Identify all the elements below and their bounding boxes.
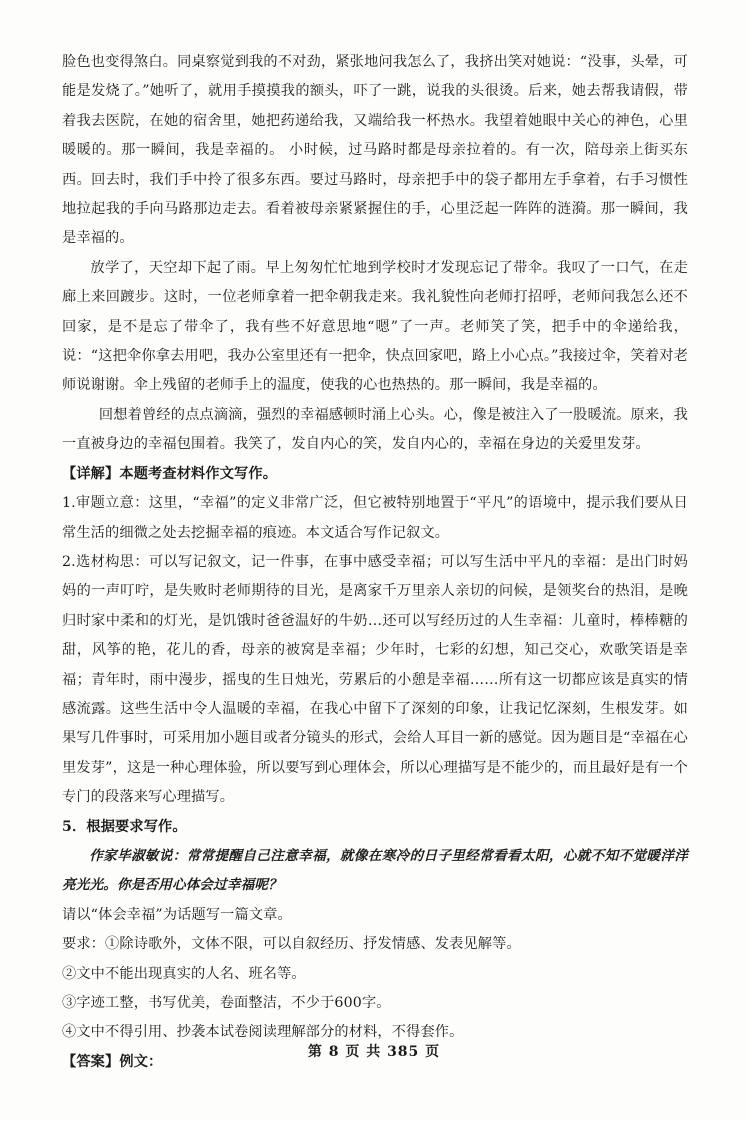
question-5-topic: 请以“体会幸福”为话题写一篇文章。: [62, 906, 292, 923]
requirement-1: 要求：①除诗歌外，文体不限，可以自叙经历、抒发情感、发表见解等。: [62, 936, 521, 953]
essay-paragraph-1: 脸色也变得煞白。同桌察觉到我的不对劲，紧张地问我怎么了，我挤出笑对她说：“没事，头晕，可能是发烧了。”她听了，就用手摸摸我的额头，吓了一跳，说我的头很烫。后来，她去帮我请假，带着我去医院，在她的宿舍里，她把药递给我，又端给我一杯热水。我望着她眼中关心的神色，心里暖暖的。那一瞬间，我是幸福的。 小时候，过马路时都是母亲拉着的。有一次，陪母亲上街买东西。回去时，我们手中拎了很多东西。要过马路时，母亲把手中的袋子都用左手拿着，右手习惯性地拉起我的手向马路那边走去。看着被母亲紧紧握住的手，心里泛起一阵阵的涟漪。那一瞬间，我是幸福的。: [62, 54, 688, 247]
analysis-heading: 【详解】本题考查材料作文写作。: [62, 465, 278, 482]
answer-heading: 【答案】例文：: [62, 1053, 163, 1070]
essay-paragraph-2: 放学了，天空却下起了雨。早上匆匆忙忙地到学校时才发现忘记了带伞。我叹了一口气，在走廊上来回踱步。这时，一位老师拿着一把伞朝我走来。我礼貌性向老师打招呼，老师问我怎么还不回家，是不是忘了带伞了，我有些不好意思地“嗯”了一声。老师笑了笑，把手中的伞递给我，说：“这把伞你拿去用吧，我办公室里还有一把伞，快点回家吧，路上小心点。”我接过伞，笑着对老师说谢谢。伞上残留的老师手上的温度，使我的心也热热的。那一瞬间，我是幸福的。: [62, 259, 688, 394]
analysis-point-1: 1.审题立意：这里，“幸福”的定义非常广泛，但它被特别地置于“平凡”的语境中，提示我们要从日常生活的细微之处去挖掘幸福的痕迹。本文适合写作记叙文。: [62, 495, 688, 541]
document-body: [62, 48, 688, 1077]
requirement-3: ③字迹工整，书写优美，卷面整洁，不少于600字。: [62, 995, 391, 1011]
question-5-prompt-quote: 作家毕淑敏说：常常提醒自己注意幸福，就像在寒冷的日子里经常看看太阳，心就不知不觉暖洋洋亮光光。你是否用心体会过幸福呢？: [62, 847, 688, 894]
requirement-2: ②文中不能出现真实的人名、班名等。: [62, 965, 306, 982]
question-5-title: 5．根据要求写作。: [62, 818, 187, 835]
page-number-footer: 第 8 页 共 385 页: [307, 1044, 441, 1060]
essay-paragraph-3: 回想着曾经的点点滴滴，强烈的幸福感顿时涌上心头。心，像是被注入了一股暖流。原来，我一直被身边的幸福包围着。我笑了，发自内心的笑，发自内心的，幸福在身边的关爱里发芽。: [62, 406, 688, 453]
requirement-4: ④文中不得引用、抄袭本试卷阅读理解部分的材料，不得套作。: [62, 1024, 464, 1041]
analysis-point-2: 2.选材构思：可以写记叙文，记一件事，在事中感受幸福；可以写生活中平凡的幸福：是出门时妈妈的一声叮咛，是失败时老师期待的目光，是离家千万里亲人亲切的问候，是领奖台的热泪，是晚归时家中柔和的灯光，是饥饿时爸爸温好的牛奶…还可以写经历过的人生幸福：儿童时，棒棒糖的甜，风筝的艳，花儿的香，母亲的被窝是幸福；少年时，七彩的幻想，知己交心，欢歌笑语是幸福；青年时，雨中漫步，摇曳的生日烛光，劳累后的小憩是幸福……所有这一切都应该是真实的情感流露。这些生活中令人温暖的幸福，在我心中留下了深刻的印象，让我记忆深刻，生根发芽。如果写几件事时，可采用加小题目或者分镜头的形式，会给人耳目一新的感觉。因为题目是“幸福在心里发芽”，这是一种心理体验，所以要写到心理体会，所以心理描写是不能少的，而且最好是有一个专门的段落来写心理描写。: [62, 553, 688, 806]
